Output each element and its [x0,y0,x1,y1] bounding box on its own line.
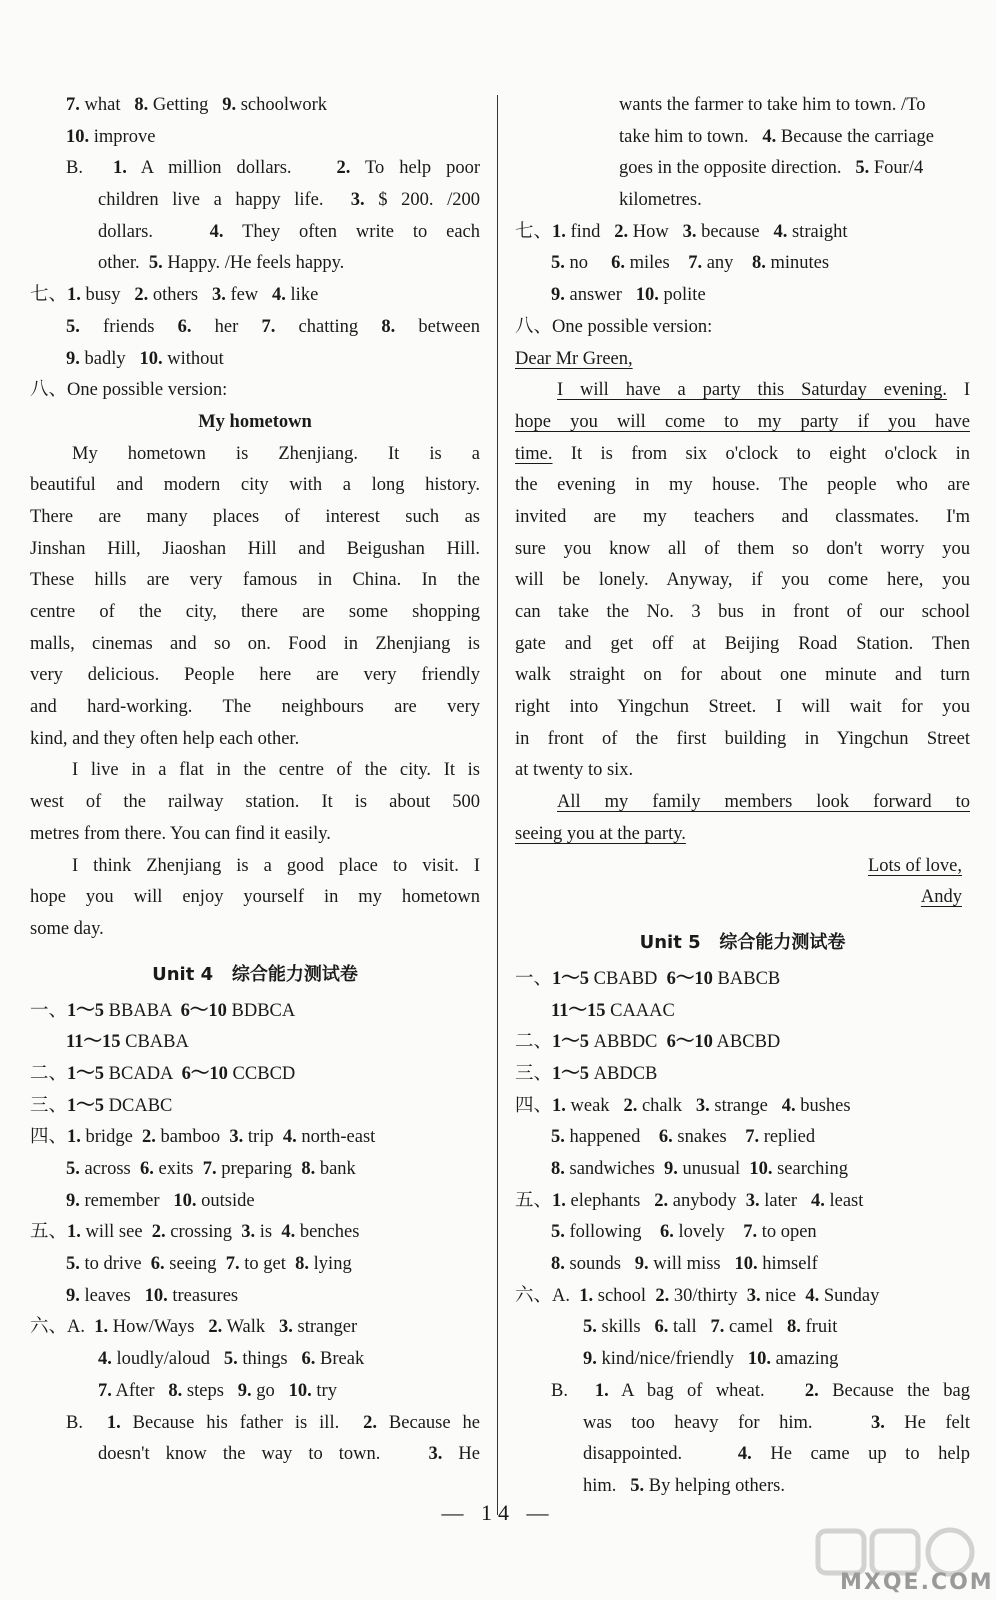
text-line: 9. leaves 10. treasures [66,1285,239,1306]
text-line: wants the farmer to take him to town. /To [619,95,926,115]
text-line: 四、1. weak 2. chalk 3. strange 4. bushes [515,1095,851,1116]
text-line: 9. answer 10. polite [551,285,706,306]
watermark-text: MXQE.COM [840,1570,994,1595]
text-line: will be lonely. Anyway, if you come here, you [515,570,970,591]
text-line: 11～15 CAAAC [551,1000,675,1021]
text-line: 5. following 6. lovely 7. to open [551,1222,817,1243]
text-line: There are many places of interest such as [30,506,480,527]
text-line: very delicious. People here are very friendly [30,665,480,686]
text-line: 八、One possible version: [30,380,228,401]
text-line: at twenty to six. [515,760,634,781]
text-line: 五、1. elephants 2. anybody 3. later 4. least [515,1190,864,1211]
text-line: take him to town. 4. Because the carriage [619,126,934,147]
text-line: My hometown is Zhenjiang. It is a [72,443,480,464]
text-line: 5. across 6. exits 7. preparing 8. bank [66,1159,356,1179]
text-line: These hills are very famous in China. In the [30,570,480,591]
text-line: and hard-working. The neighbours are very [30,697,480,718]
text-line: 八、One possible version: [515,316,713,337]
right-column [515,90,970,1503]
text-line: hope you will enjoy yourself in my hometown [30,887,480,908]
text-line: 8. sounds 9. will miss 10. himself [551,1254,818,1275]
text-line: centre of the city, there are some shopping [30,602,480,622]
text-line: invited are my teachers and classmates. I'm [515,506,970,527]
text-line: right into Yingchun Street. I will wait for you [515,697,970,718]
text-line: 六、A. 1. school 2. 30/thirty 3. nice 4. Sunday [515,1285,880,1306]
text-line: 一、1～5 BBABA 6～10 BDBCA [30,1000,296,1021]
text-line: beautiful and modern city with a long history. [30,475,480,496]
text-line: 六、A. 1. How/Ways 2. Walk 3. stranger [30,1317,358,1338]
text-line: 10. improve [66,126,156,147]
text-line: B. 1. A bag of wheat. 2. Because the bag [551,1380,970,1401]
text-line: walk straight on for about one minute and turn [515,665,970,686]
text-line: sure you know all of them so don't worry you [515,538,970,559]
text-line: I think Zhenjiang is a good place to visit. I [72,855,480,876]
text-line: other. 5. Happy. /He feels happy. [98,253,345,274]
text-line: children live a happy life. 3. $ 200. /200 [98,190,480,211]
text-line: 二、1～5 ABBDC 6～10 ABCBD [515,1032,781,1053]
text-line: time. It is from six o'clock to eight o'clock in [515,443,970,464]
text-line: Andy [920,887,962,908]
text-line: 9. badly 10. without [66,348,224,369]
text-line: 五、1. will see 2. crossing 3. is 4. benches [30,1222,360,1243]
text-line: 9. remember 10. outside [66,1190,255,1211]
text-line: 4. loudly/aloud 5. things 6. Break [98,1349,365,1370]
text-line: 三、1～5 DCABC [30,1095,173,1116]
text-line: was too heavy for him. 3. He felt [583,1412,970,1433]
text-line: 一、1～5 CBABD 6～10 BABCB [515,968,781,989]
text-line: 二、1～5 BCADA 6～10 CCBCD [30,1063,296,1084]
text-line: 7. After 8. steps 9. go 10. try [98,1380,337,1401]
text-line: him. 5. By helping others. [583,1475,785,1496]
text-line: 七、1. find 2. How 3. because 4. straight [515,221,848,242]
text-line: malls, cinemas and so on. Food in Zhenjiang is [30,633,480,654]
text-line: gate and get off at Beijing Road Station. Then [515,633,970,654]
left-column [30,90,480,1471]
text-line: seeing you at the party. [515,823,686,844]
text-line: Lots of love, [867,855,962,876]
text-line: 5. happened 6. snakes 7. replied [551,1127,816,1148]
page-number: — 14 — [441,1500,555,1525]
text-line: west of the railway station. It is about 500 [30,792,480,813]
text-line: My hometown [198,411,312,432]
text-line: I will have a party this Saturday evening. I [557,380,970,401]
text-line: hope you will come to my party if you have [515,411,970,432]
text-line: B. 1. A million dollars. 2. To help poor [66,158,480,179]
column-divider [497,95,498,1515]
text-line: 9. kind/nice/friendly 10. amazing [583,1349,839,1370]
text-line: 5. friends 6. her 7. chatting 8. between [66,316,480,337]
text-line: 8. sandwiches 9. unusual 10. searching [551,1159,848,1179]
text-line: kilometres. [619,190,702,211]
text-line: B. 1. Because his father is ill. 2. Because he [66,1412,480,1433]
section-heading: Unit 5 综合能力测试卷 [639,931,846,953]
text-line: doesn't know the way to town. 3. He [98,1444,480,1465]
text-line: All my family members look forward to [557,792,970,813]
text-line: in front of the first building in Yingchun Street [515,728,970,749]
text-line: some day. [30,918,104,939]
text-line: I live in a flat in the centre of the city. It is [72,760,480,781]
text-line: 七、1. busy 2. others 3. few 4. like [30,285,319,306]
text-line: 三、1～5 ABDCB [515,1063,658,1084]
text-line: metres from there. You can find it easily. [30,823,331,844]
text-line: 11～15 CBABA [66,1032,189,1053]
section-heading: Unit 4 综合能力测试卷 [152,963,358,985]
text-line: dollars. 4. They often write to each [98,221,480,242]
text-line: 5. to drive 6. seeing 7. to get 8. lying [66,1254,352,1275]
text-line: can take the No. 3 bus in front of our school [515,602,970,622]
text-line: Dear Mr Green, [515,348,633,369]
text-line: disappointed. 4. He came up to help [583,1444,970,1465]
text-line: goes in the opposite direction. 5. Four/4 [619,158,924,179]
text-line: 7. what 8. Getting 9. schoolwork [66,95,328,115]
text-line: the evening in my house. The people who are [515,475,970,496]
text-line: Jinshan Hill, Jiaoshan Hill and Beigushan Hill. [30,538,480,559]
text-line: 四、1. bridge 2. bamboo 3. trip 4. north-east [30,1127,376,1148]
text-line: kind, and they often help each other. [30,728,300,749]
text-line: 5. skills 6. tall 7. camel 8. fruit [583,1317,838,1338]
text-line: 5. no 6. miles 7. any 8. minutes [551,253,830,274]
